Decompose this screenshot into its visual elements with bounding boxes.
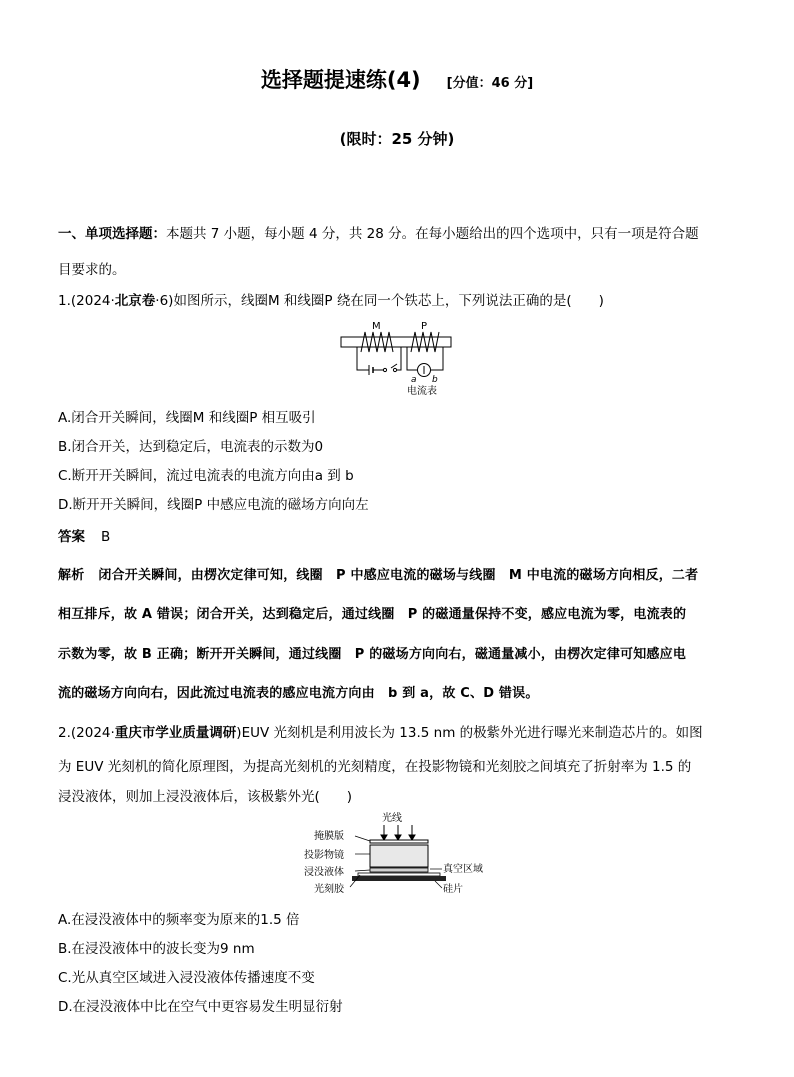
q2-stem-line3: 浸没液体，则加上浸没液体后，该极紫外光( ) (58, 789, 353, 805)
q1-coil-diagram (335, 318, 460, 398)
time-limit: (限时：25 分钟) (339, 130, 455, 148)
page-title-row (0, 64, 794, 94)
switch-icon (383, 368, 386, 371)
label-light: 光线 (382, 813, 402, 824)
label-b: b (432, 375, 438, 385)
label-meter: 电流表 (407, 386, 437, 397)
answer-label: 答案 (58, 529, 85, 545)
q2-stem-line1: 2.(2024·重庆市学业质量调研)EUV 光刻机是利用波长为 13.5 nm 的极紫外光进行曝光来制造芯片的。如图 (58, 725, 703, 741)
section-heading-line2: 目要求的。 (58, 262, 126, 278)
q1-analysis-line3: 示数为零，故 B 正确；断开开关瞬间，通过线圈 P 的磁场方向向右，磁通量减小，由楞次定律可知感应电 (58, 647, 687, 662)
q2-stem-line2: 为 EUV 光刻机的简化原理图，为提高光刻机的光刻精度，在投影物镜和光刻胶之间填充了折射率为 1.5 的 (58, 759, 692, 775)
coil-p (411, 332, 439, 352)
label-wafer: 硅片 (443, 884, 463, 895)
light-arrows (381, 825, 415, 840)
q2-option-a: A.在浸没液体中的频率变为原来的1.5 倍 (58, 912, 300, 928)
label-liquid: 浸没液体 (304, 867, 344, 878)
q1-option-a: A.闭合开关瞬间，线圈M 和线圈P 相互吸引 (58, 410, 316, 426)
label-mask: 掩膜版 (314, 831, 344, 842)
q1-stem-prefix: 1.(2024· (58, 293, 115, 309)
q1-option-c: C.断开开关瞬间，流过电流表的电流方向由a 到 b (58, 468, 354, 484)
q1-analysis-line2: 相互排斥，故 A 错误；闭合开关，达到稳定后，通过线圈 P 的磁通量保持不变，感应电流为零，电流表的 (58, 607, 687, 622)
q1-source: 北京卷 (114, 293, 156, 309)
q1-stem-text: ·6)如图所示，线圈M 和线圈P 绕在同一个铁芯上，下列说法正确的是( ) (155, 293, 604, 309)
label-vacuum: 真空区域 (443, 864, 483, 875)
silicon-wafer (352, 876, 446, 881)
section-heading-bold: 一、单项选择题： (58, 226, 166, 242)
q1-answer (58, 525, 110, 545)
q1-analysis-line4: 流的磁场方向向右，因此流过电流表的感应电流方向由 b 到 a，故 C、D 错误。 (58, 686, 539, 701)
page-title: 选择题提速练(4) (260, 68, 421, 92)
label-p: P (421, 321, 428, 332)
section-heading (58, 222, 699, 242)
label-a: a (411, 375, 417, 385)
label-resist: 光刻胶 (314, 884, 344, 895)
m-circuit (357, 347, 401, 370)
q1-option-b: B.闭合开关，达到稳定后，电流表的示数为0 (58, 439, 324, 455)
label-m: M (372, 321, 381, 332)
answer-value: B (101, 529, 111, 545)
score-label: [分值：46 分] (446, 76, 534, 91)
q2-option-b: B.在浸没液体中的波长变为9 nm (58, 941, 255, 957)
q2-euv-diagram (300, 808, 500, 900)
q2-option-d: D.在浸没液体中比在空气中更容易发生明显衍射 (58, 999, 343, 1015)
photoresist (358, 873, 440, 876)
projection-lens (370, 845, 428, 867)
section-heading-text: 本题共 7 小题，每小题 4 分，共 28 分。在每小题给出的四个选项中，只有一项是符合题 (166, 226, 699, 242)
q1-option-d: D.断开开关瞬间，线圈P 中感应电流的磁场方向向左 (58, 497, 369, 513)
q1-analysis-line1: 解析 闭合开关瞬间，由楞次定律可知，线圈 P 中感应电流的磁场与线圈 M 中电流的磁场方向相反，二者 (58, 568, 699, 583)
q2-option-c: C.光从真空区域进入浸没液体传播速度不变 (58, 970, 315, 986)
immersion-liquid (370, 868, 428, 872)
q2-source: 重庆市学业质量调研 (114, 725, 237, 741)
q1-stem (58, 289, 604, 309)
iron-core (341, 337, 451, 347)
mask-plate (370, 840, 428, 843)
analysis-label: 解析 (58, 568, 85, 583)
coil-m (361, 332, 393, 352)
label-lens: 投影物镜 (304, 850, 344, 861)
